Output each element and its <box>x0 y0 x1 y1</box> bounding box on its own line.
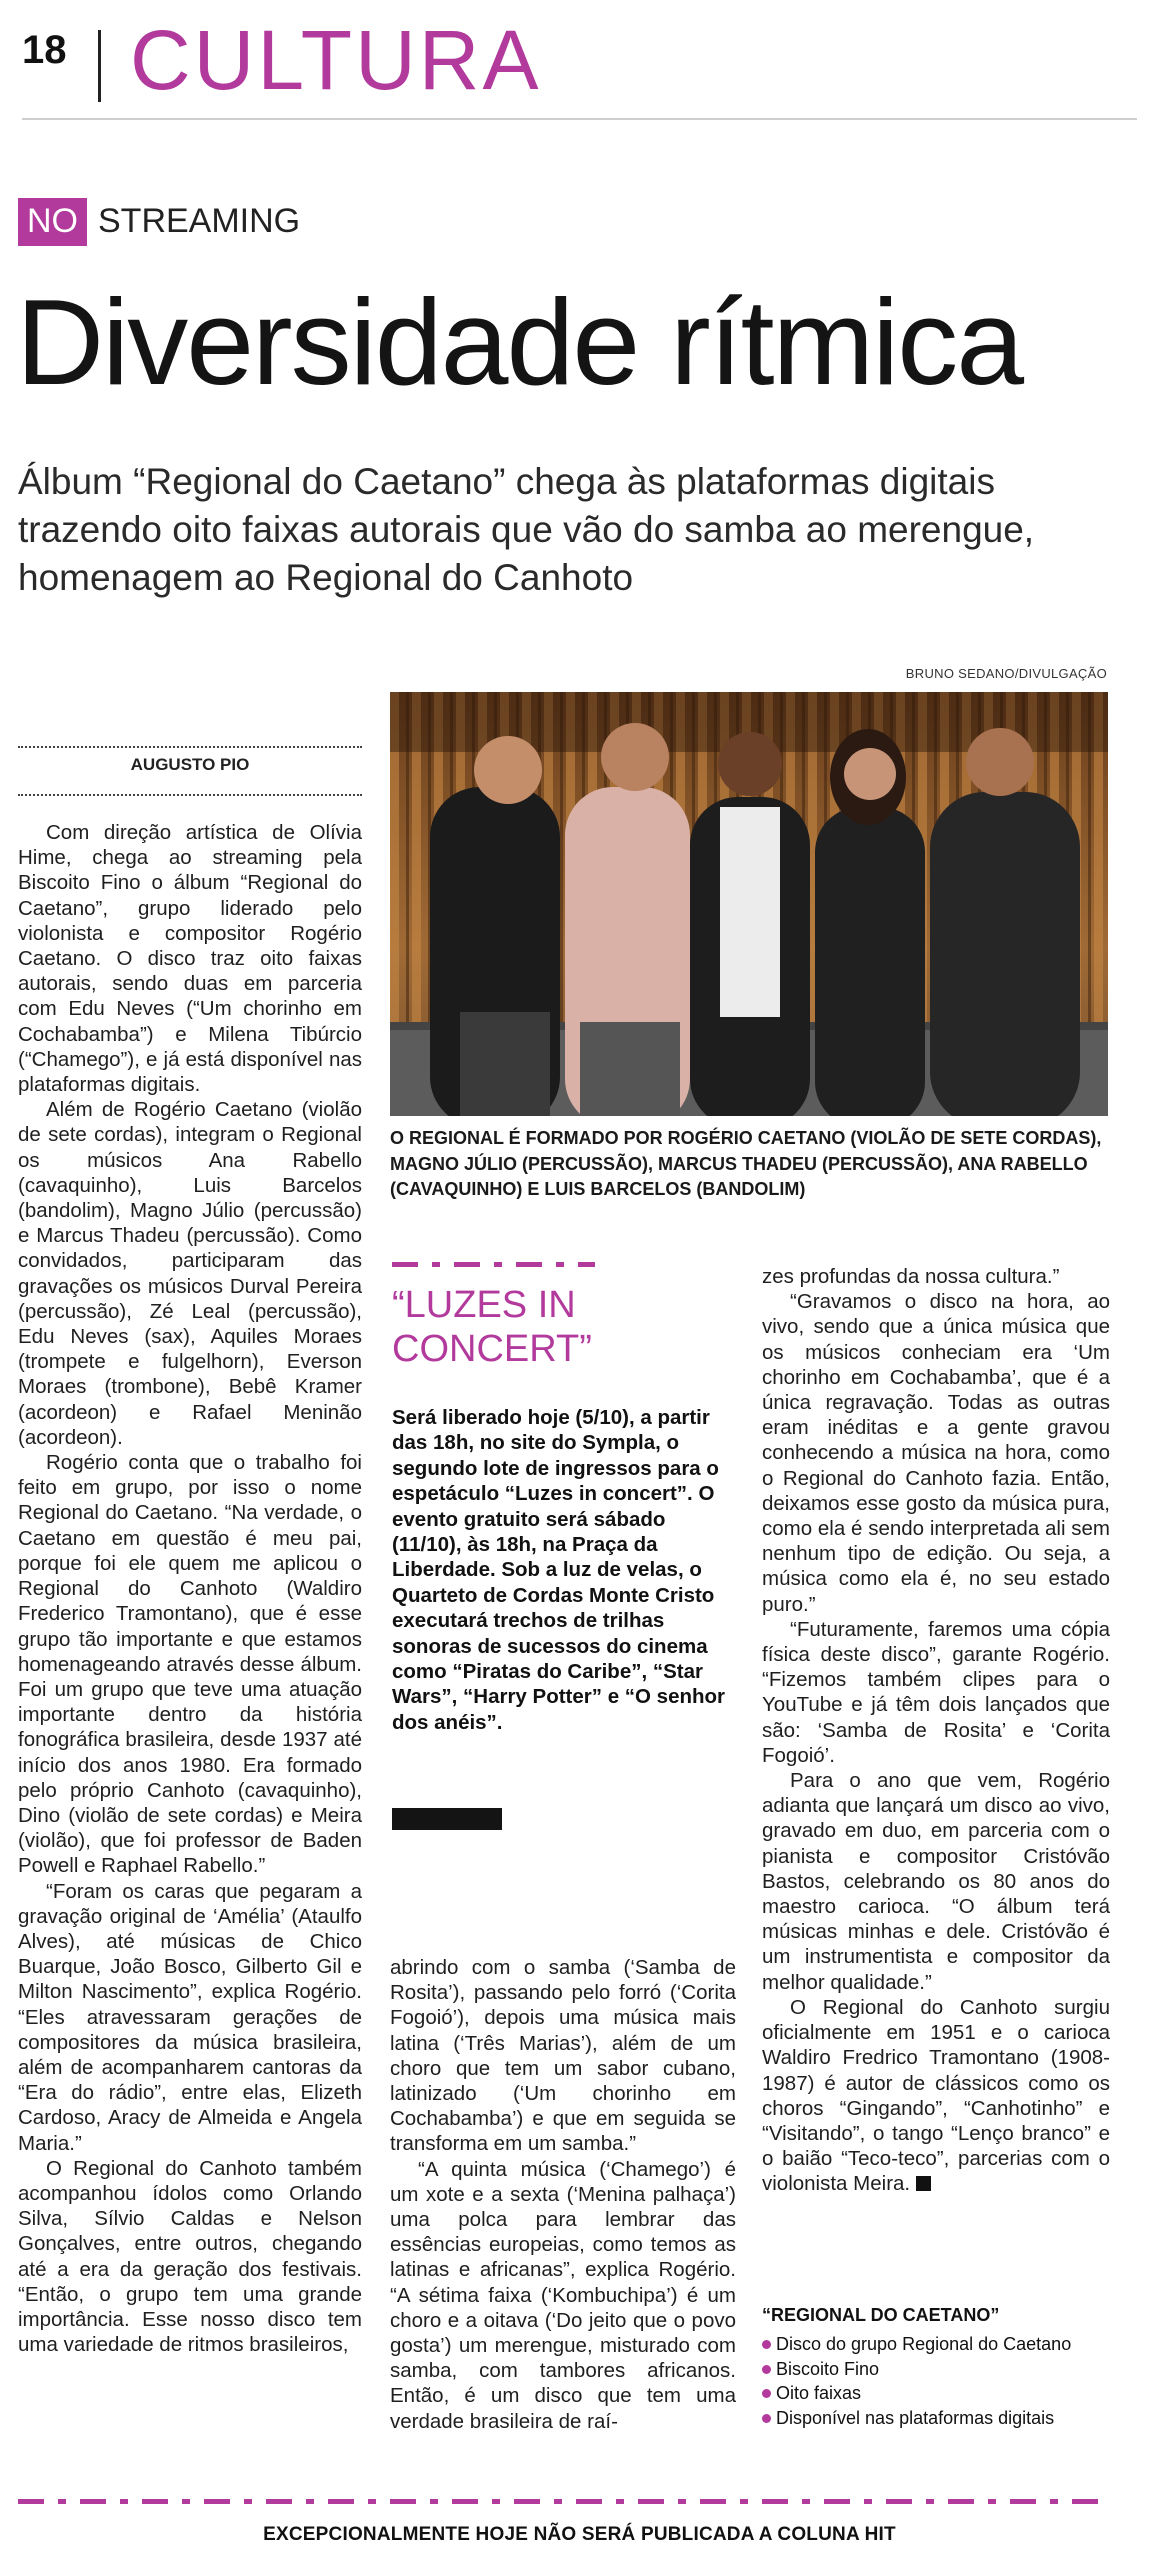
article-paragraph: O Regional do Canhoto também acompanhou ídolos como Orlando Silva, Sílvio Caldas e Nelson Gonçalves, entre outros, chegando até a era da geração dos festivais. “Então, o grupo tem uma grande importância. Esse nosso disco tem uma variedade de ritmos brasileiros, <box>18 2156 362 2357</box>
article-paragraph: abrindo com o samba (‘Samba de Rosita’), passando pelo forró (‘Corita Fogoió’), depois uma música mais latina (‘Três Marias’), além de um choro que tem um sabor cubano, latinizado (‘Um chorinho em Cochabamba’) e que em seguida se transforma em um samba.” <box>390 1956 736 2156</box>
info-box-list <box>762 2332 1110 2430</box>
info-box-item <box>762 2357 1110 2382</box>
photo-credit: BRUNO SEDANO/DIVULGAÇÃO <box>905 666 1107 681</box>
header-rule <box>22 118 1137 120</box>
kicker-tag: NO <box>18 198 87 246</box>
box-text: Será liberado hoje (5/10), a partir das 18h, no site do Sympla, o segundo lote de ingressos para o espetáculo “Luzes in concert”. O evento gratuito será sábado (11/10), às 18h, na Praça da Liberdade. Sob a luz de velas, o Quarteto de Cordas Monte Cristo executará trechos de trilhas sonoras de sucessos do cinema como “Piratas do Caribe”, “Star Wars”, “Harry Potter” e “O senhor dos anéis”. <box>392 1406 726 1734</box>
info-box-item <box>762 2332 1110 2357</box>
info-box-item-text: Biscoito Fino <box>776 2358 880 2379</box>
article-paragraph: Rogério conta que o trabalho foi feito em grupo, por isso o nome Regional do Caetano. “Na verdade, o Caetano em questão é meu pai, porque foi ele quem me aplicou o Regional do Canhoto (Waldiro Frederico Tramontano), que é esse grupo tão importante e que estamos homenageando através desse álbum. Foi um grupo que teve uma atuação importante dentro da história fonográfica brasileira, desde 1937 até início dos anos 1980. Era formado pelo próprio Canhoto (cavaquinho), Dino (violão de sete cordas) e Meira (violão), que foi professor de Baden Powell e Raphael Rabello.” <box>18 1451 362 1878</box>
article-paragraph: Para o ano que vem, Rogério adianta que lançará um disco ao vivo, gravado em duo, em parceria com o pianista e compositor Cristóvão Bastos, celebrando os 80 anos do maestro carioca. “O álbum terá músicas minhas e dele. Cristóvão é um instrumentista e compositor da melhor qualidade.” <box>762 1769 1110 1994</box>
info-box-item-text: Disponível nas plataformas digitais <box>776 2407 1055 2428</box>
box-dashed-rule <box>392 1262 595 1267</box>
info-box-item-text: Disco do grupo Regional do Caetano <box>776 2334 1072 2354</box>
article-paragraph-text: O Regional do Canhoto surgiu oficialmente em 1951 e o carioca Waldiro Fredrico Tramontano (1908-1987) é autor de clássicos como os choros “Gingando”, “Canhotinho” e “Visitando”, o tango “Lenço branco” e o baião “Teco-teco”, parcerias com o violonista Meira. <box>762 1995 1110 2196</box>
header-divider <box>98 30 101 102</box>
article-column-left <box>18 820 362 2357</box>
headline: Diversidade rítmica <box>16 274 1023 410</box>
group-photo <box>390 692 1108 1116</box>
bullet-icon <box>762 2389 771 2398</box>
section-title: CULTURA <box>130 13 542 107</box>
article-paragraph: “Gravamos o disco na hora, ao vivo, sendo que a única música que os músicos conheciam era ‘Um chorinho em Cochabamba’, que é a única regravação. Todas as outras eram inéditas e a gente gravou conhecendo a música na hora, como o Regional do Canhoto fazia. Então, deixamos esse gosto da música pura, como ela é sendo interpretada ali sem nenhum tipo de edição. Ou seja, a música como ela é, no seu estado puro.” <box>762 1290 1110 1616</box>
bullet-icon <box>762 2414 771 2423</box>
info-box-item <box>762 2406 1110 2431</box>
box-title: “LUZES IN CONCERT” <box>392 1284 592 1370</box>
article-paragraph: “A quinta música (‘Chamego’) é um xote e a sexta (‘Menina palhaça’) uma polca para lembrar das essências europeias, como temos as latinas e africanas”, explica Rogério. “A sétima faixa (‘Kombuchipa’) é um choro e a oitava (‘Do jeito que o povo gosta’) um merengue, misturado com samba, com tambores africanos. Então, é um disco que tem uma verdade brasileira de raí- <box>390 2157 736 2433</box>
article-paragraph: zes profundas da nossa cultura.” <box>762 1265 1060 1288</box>
page-number: 18 <box>22 28 67 72</box>
byline-divider-top <box>18 746 362 748</box>
info-box-item-text: Oito faixas <box>776 2383 862 2403</box>
end-mark <box>916 2176 931 2191</box>
byline-divider-bottom <box>18 794 362 796</box>
bullet-icon <box>762 2365 771 2374</box>
bullet-icon <box>762 2340 771 2349</box>
footer-notice: EXCEPCIONALMENTE HOJE NÃO SERÁ PUBLICADA A COLUNA HIT <box>263 2524 896 2545</box>
article-column-middle <box>390 1955 736 2434</box>
byline: AUGUSTO PIO <box>130 755 250 774</box>
article-column-right <box>762 1264 1110 2197</box>
article-paragraph: “Foram os caras que pegaram a gravação original de ‘Amélia’ (Ataulfo Alves), até músicas de Chico Buarque, João Bosco, Gilberto Gil e Milton Nascimento”, explica Rogério. “Eles atravessaram gerações de compositores da música brasileira, além de acompanharem cantoras da “Era do rádio”, entre elas, Elizeth Cardoso, Aracy de Almeida e Angela Maria.” <box>18 1879 362 2155</box>
article-paragraph: Com direção artística de Olívia Hime, chega ao streaming pela Biscoito Fino o álbum “Regional do Caetano”, grupo liderado pelo violonista e compositor Rogério Caetano. O disco traz oito faixas autorais, sendo duas em parceria com Edu Neves (“Um chorinho em Cochabamba”) e Milena Tibúrcio (“Chamego”), e já está disponível nas plataformas digitais. <box>18 821 362 1097</box>
article-paragraph-last <box>762 1995 1110 2197</box>
info-box-title: “REGIONAL DO CAETANO” <box>762 2305 1000 2325</box>
info-box-item <box>762 2381 1110 2406</box>
group-photo-illustration <box>390 692 1108 1116</box>
photo-caption: O REGIONAL É FORMADO POR ROGÉRIO CAETANO (VIOLÃO DE SETE CORDAS), MAGNO JÚLIO (PERCUSSÃO), MARCUS THADEU (PERCUSSÃO), ANA RABELLO (CAVAQUINHO) E LUIS BARCELOS (BANDOLIM) <box>390 1128 1102 1200</box>
subheadline: Álbum “Regional do Caetano” chega às plataformas digitais trazendo oito faixas autorais que vão do samba ao merengue, homenagem ao Regional do Canhoto <box>18 461 1035 599</box>
footer-dashed-rule <box>18 2499 1108 2504</box>
box-end-bar <box>392 1808 502 1830</box>
article-paragraph: Além de Rogério Caetano (violão de sete cordas), integram o Regional os músicos Ana Rabello (cavaquinho), Luis Barcelos (bandolim), Magno Júlio (percussão) e Marcus Thadeu (percussão). Como convidados, participaram das gravações os músicos Durval Pereira (percussão), Zé Leal (percussão), Edu Neves (sax), Aquiles Moraes (trompete e fulgelhorn), Everson Moraes (trombone), Bebê Kramer (acordeon) e Rafael Meninão (acordeon). <box>18 1098 362 1449</box>
article-paragraph: “Futuramente, faremos uma cópia física deste disco”, garante Rogério. “Fizemos também clipes para o YouTube e já têm dois lançados que são: ‘Samba de Rosita’ e ‘Corita Fogoió’. <box>762 1617 1110 1767</box>
kicker-text: STREAMING <box>98 202 301 240</box>
